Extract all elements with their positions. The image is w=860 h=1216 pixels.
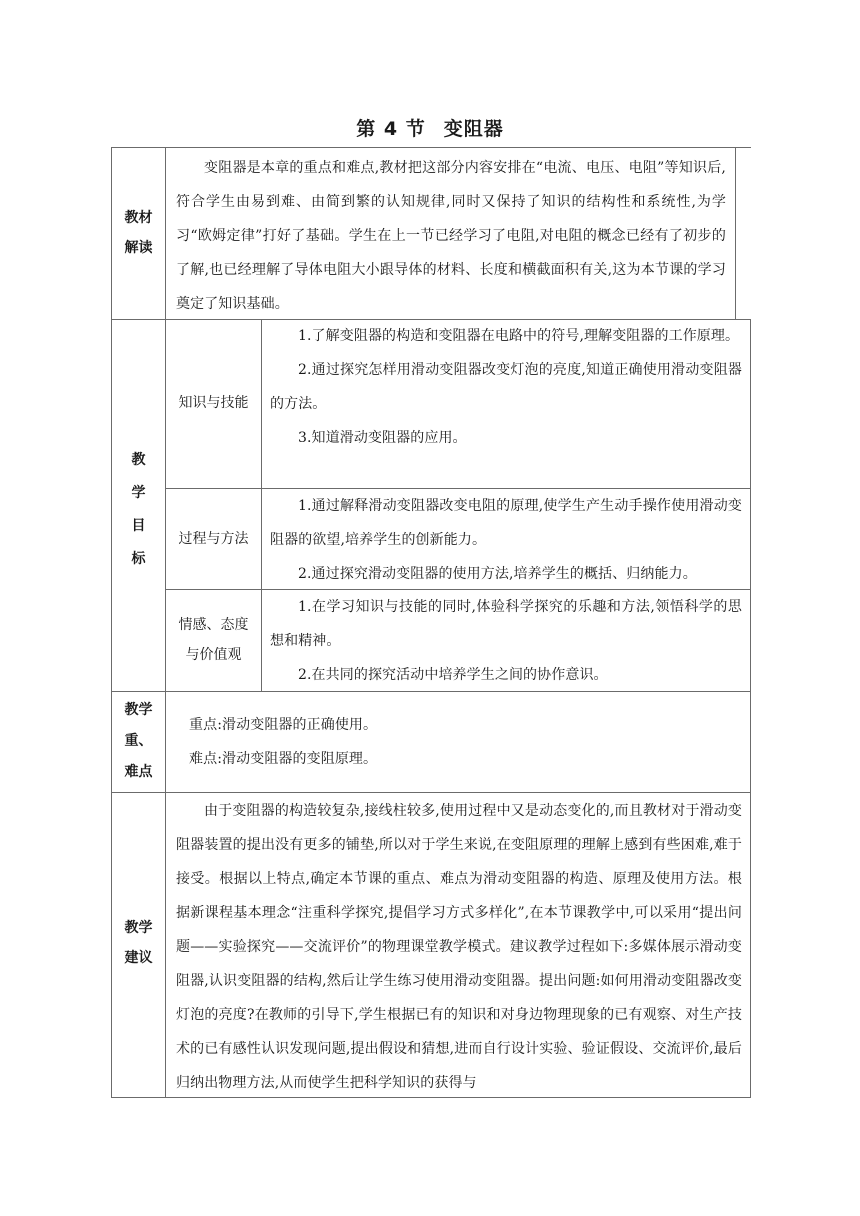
zhishi-item-3: 3.知道滑动变阻器的应用。 — [298, 430, 467, 446]
row-divider-3 — [111, 792, 751, 793]
page-title — [0, 114, 860, 141]
qinggan-item-1: 1.在学习知识与技能的同时,体验科学探究的乐趣和方法,领悟科学的思想和精神。 — [270, 599, 742, 649]
zhishi-label: 知识与技能 — [178, 395, 249, 411]
guocheng-label: 过程与方法 — [178, 531, 249, 547]
zhongdian-item-2: 难点:滑动变阻器的变阻原理。 — [189, 751, 378, 767]
jianyi-text: 由于变阻器的构造较复杂,接线柱较多,使用过程中又是动态变化的,而且教材对于滑动变阻器装置的提出没有更多的铺垫,所以对于学生来说,在变阻原理的理解上感到有些困难,难于接受。根据以上特点,确定本节课的重点、难点为滑动变阻器的构造、原理及使用方法。根据新课程基本理念“注重科学探究,提倡学习方式多样化”,在本节课教学中,可以采用“提出问题——实验探究——交流评价”的物理课堂教学模式。建议教学过程如下:多媒体展示滑动变阻器,认识变阻器的结构,然后让学生练习使用滑动变阻器。提出问题:如何用滑动变阻器改变灯泡的亮度?在教师的引导下,学生根据已有的知识和对身边物理现象的已有观察、对生产技术的已有感性认识发现问题,提出假设和猜想,进而自行设计实验、验证假设、交流评价,最后归纳出物理方法,从而使学生把科学知识的获得与 — [176, 803, 742, 1091]
qinggan-item-2: 2.在共同的探究活动中培养学生之间的协作意识。 — [298, 667, 608, 683]
zhishi-item-2: 2.通过探究怎样用滑动变阻器改变灯泡的亮度,知道正确使用滑动变阻器的方法。 — [270, 362, 742, 412]
table-border-top — [111, 147, 751, 148]
jianyi-label: 教学 建议 — [124, 920, 153, 966]
section-name: 变阻器 — [443, 118, 504, 140]
zhishi-item-1: 1.了解变阻器的构造和变阻器在电路中的符号,理解变阻器的工作原理。 — [298, 328, 740, 344]
guocheng-item-2: 2.通过探究滑动变阻器的使用方法,培养学生的概括、归纳能力。 — [298, 566, 697, 582]
qinggan-items — [270, 590, 742, 692]
guocheng-item-1: 1.通过解释滑动变阻器改变电阻的原理,使学生产生动手操作使用滑动变阻器的欲望,培养学生的创新能力。 — [270, 498, 742, 548]
mubiao-label: 教 学 目 标 — [131, 452, 146, 567]
qinggan-label: 情感、态度 与价值观 — [178, 617, 249, 663]
zhishi-items — [270, 319, 742, 455]
jiaocai-label: 教材 解读 — [124, 210, 153, 256]
table-border-right — [750, 319, 751, 1098]
zhongdian-label: 教学 重、 难点 — [124, 702, 153, 780]
zhongdian-item-1: 重点:滑动变阻器的正确使用。 — [189, 717, 378, 733]
table-border-right-upper — [735, 147, 736, 320]
jiaocai-text: 变阻器是本章的重点和难点,教材把这部分内容安排在“电流、电压、电阻”等知识后,符合学生由易到难、由简到繁的认知规律,同时又保持了知识的结构性和系统性,为学习“欧姆定律”打好了基础。学生在上一节已经学习了电阻,对电阻的概念已经有了初步的了解,也已经理解了导体电阻大小跟导体的材料、长度和横截面积有关,这为本节课的学习奠定了知识基础。 — [176, 160, 726, 312]
zhongdian-items — [175, 708, 735, 776]
goal-subcolumn-divider — [261, 319, 262, 692]
table-border-bottom — [111, 1097, 751, 1098]
guocheng-items — [270, 489, 742, 591]
section-number: 第 4 节 — [356, 118, 426, 140]
